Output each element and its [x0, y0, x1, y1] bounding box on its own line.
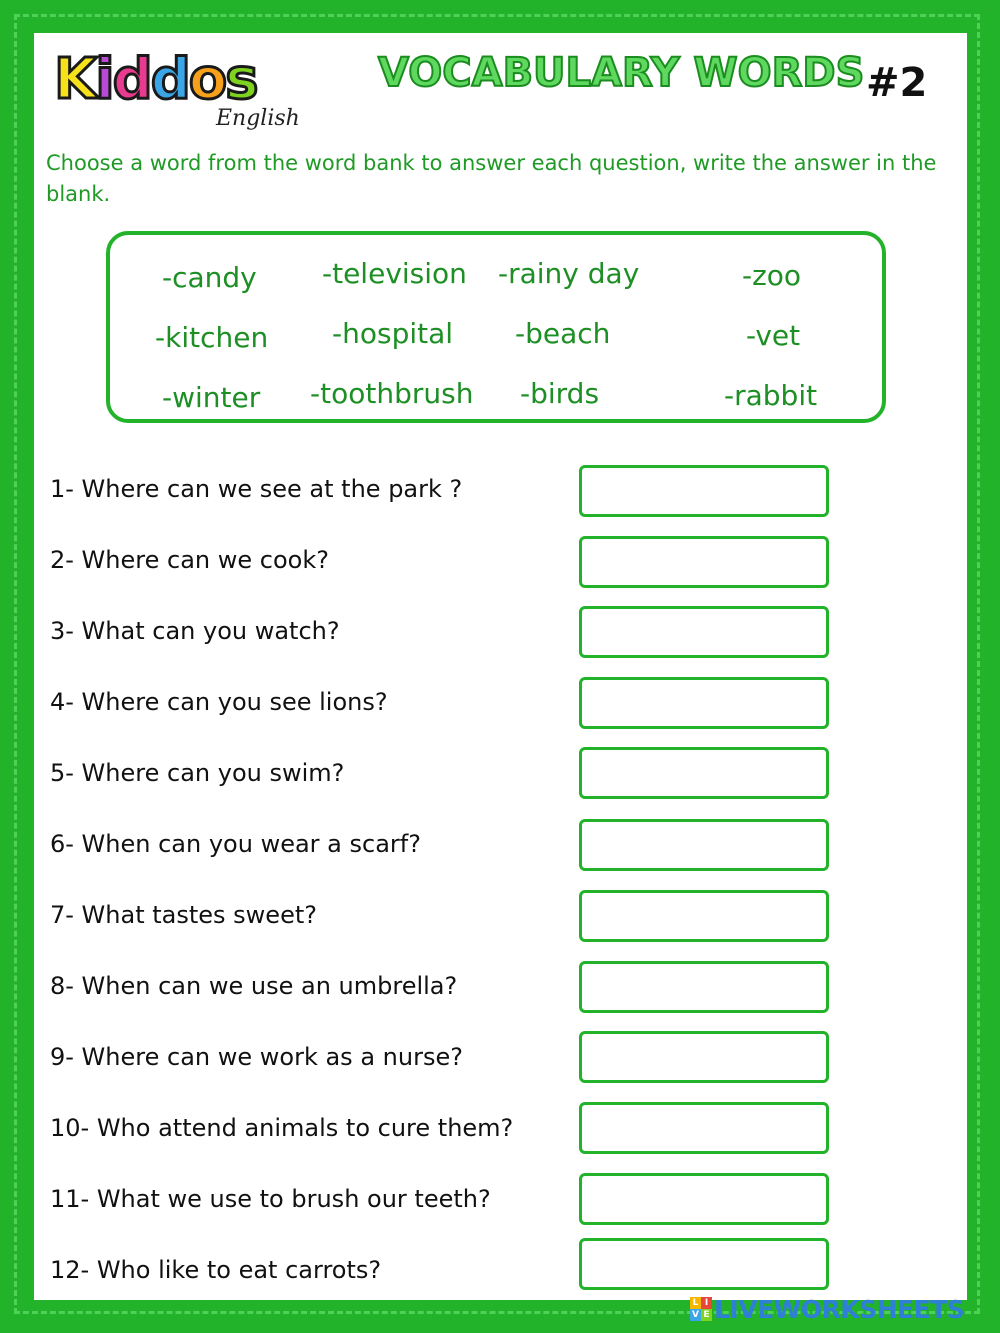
logo-subtitle: English — [216, 106, 300, 131]
question-8: 8- When can we use an umbrella? — [50, 972, 458, 1000]
word-bank-item: -rabbit — [724, 379, 818, 412]
word-bank-item: -toothbrush — [310, 377, 474, 410]
logo-letter: K — [54, 47, 96, 112]
question-4: 4- Where can you see lions? — [50, 688, 388, 716]
page-title: VOCABULARY WORDS — [378, 50, 865, 96]
question-11: 11- What we use to brush our teeth? — [50, 1185, 491, 1213]
logo-letter: s — [225, 47, 257, 112]
word-bank-item: -hospital — [332, 317, 454, 350]
answer-input-11[interactable] — [579, 1173, 829, 1225]
word-bank — [106, 231, 886, 423]
question-6: 6- When can you wear a scarf? — [50, 830, 421, 858]
logo-wordmark — [54, 48, 257, 112]
answer-input-12[interactable] — [579, 1238, 829, 1290]
question-5: 5- Where can you swim? — [50, 759, 345, 787]
word-bank-item: -birds — [520, 377, 600, 410]
logo-letter: d — [150, 47, 189, 112]
answer-input-4[interactable] — [579, 677, 829, 729]
word-bank-item: -rainy day — [498, 257, 640, 290]
answer-input-1[interactable] — [579, 465, 829, 517]
question-9: 9- Where can we work as a nurse? — [50, 1043, 463, 1071]
word-bank-item: -beach — [515, 317, 611, 350]
answer-input-5[interactable] — [579, 747, 829, 799]
liveworksheets-watermark — [690, 1294, 964, 1324]
logo-letter: d — [112, 47, 151, 112]
answer-input-9[interactable] — [579, 1031, 829, 1083]
instructions-text: Choose a word from the word bank to answer each question, write the answer in the blank. — [46, 151, 937, 206]
word-bank-item: -zoo — [742, 259, 802, 292]
word-bank-item: -vet — [746, 319, 801, 352]
question-1: 1- Where can we see at the park ? — [50, 475, 463, 503]
worksheet-number: #2 — [866, 60, 928, 106]
answer-input-2[interactable] — [579, 536, 829, 588]
kiddos-logo — [54, 48, 304, 138]
answer-input-8[interactable] — [579, 961, 829, 1013]
watermark-icon-letter: V — [690, 1309, 701, 1321]
watermark-icon-letter: L — [690, 1297, 701, 1309]
watermark-icon-letter: E — [701, 1309, 712, 1321]
answer-input-3[interactable] — [579, 606, 829, 658]
question-3: 3- What can you watch? — [50, 617, 340, 645]
watermark-icon-letter: I — [701, 1297, 712, 1309]
liveworksheets-logo-icon — [690, 1297, 712, 1321]
word-bank-item: -candy — [162, 261, 257, 294]
question-10: 10- Who attend animals to cure them? — [50, 1114, 514, 1142]
question-2: 2- Where can we cook? — [50, 546, 329, 574]
word-bank-item: -kitchen — [155, 321, 269, 354]
answer-input-10[interactable] — [579, 1102, 829, 1154]
word-bank-item: -television — [322, 257, 467, 290]
question-12: 12- Who like to eat carrots? — [50, 1256, 382, 1284]
word-bank-item: -winter — [162, 381, 261, 414]
logo-letter: i — [95, 47, 113, 112]
watermark-text: LIVEWORKSHEETS — [714, 1294, 965, 1324]
answer-input-7[interactable] — [579, 890, 829, 942]
question-7: 7- What tastes sweet? — [50, 901, 317, 929]
logo-letter: o — [188, 47, 226, 112]
answer-input-6[interactable] — [579, 819, 829, 871]
